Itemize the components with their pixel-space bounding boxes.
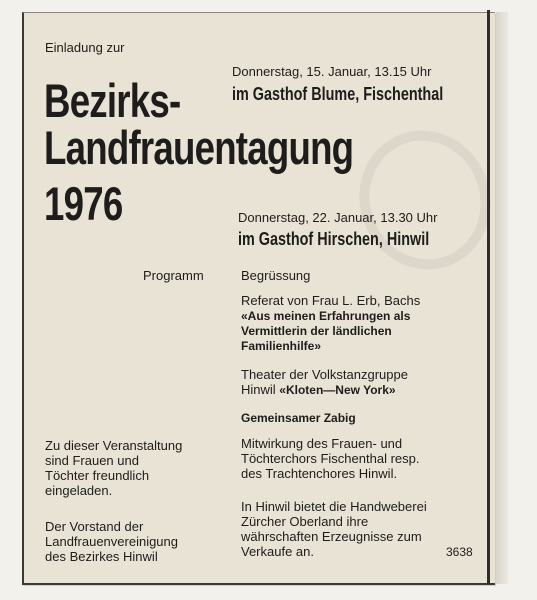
event2-venue: im Gasthof Hirschen, Hinwil	[238, 229, 430, 249]
theater-group-town: Hinwil	[241, 382, 280, 397]
invitation-note: Zu dieser Veranstaltung sind Frauen und Töchter freundlich eingeladen.	[45, 438, 183, 498]
program-item-theater-line2	[241, 382, 396, 398]
column-rule	[487, 10, 490, 584]
program-item-choir: Mitwirkung des Frauen- und Töchterchors Fischenthal resp. des Trachtenchores Hinwil.	[241, 436, 420, 481]
program-item-weaving: In Hinwil bietet die Handweberei Zürcher Oberland ihre währschaften Erzeugnisse zum Verkaufe an.	[241, 499, 427, 559]
program-item-talk-title: «Aus meinen Erfahrungen als Vermittlerin der ländlichen Familienhilfe»	[241, 309, 411, 353]
title-line-3: 1976	[44, 177, 123, 230]
program-label: Programm	[143, 268, 204, 283]
theater-play-title: «Kloten—New York»	[279, 383, 396, 397]
title-line-1: Bezirks-	[44, 74, 181, 127]
program-item-greeting: Begrüssung	[241, 268, 311, 283]
signature-block: Der Vorstand der Landfrauenvereinigung des Bezirkes Hinwil	[45, 519, 178, 564]
page-edge	[496, 12, 508, 584]
event2-date: Donnerstag, 22. Januar, 13.30 Uhr	[238, 210, 438, 225]
event1-date: Donnerstag, 15. Januar, 13.15 Uhr	[232, 64, 432, 79]
program-item-snack: Gemeinsamer Zabig	[241, 411, 356, 425]
title-line-2: Landfrauentagung	[44, 121, 354, 174]
invitation-text: Einladung zur	[45, 40, 125, 55]
program-item-theater-line1: Theater der Volkstanzgruppe	[241, 367, 408, 382]
program-item-talk-intro: Referat von Frau L. Erb, Bachs	[241, 293, 421, 308]
event1-venue: im Gasthof Blume, Fischenthal	[232, 84, 444, 104]
ad-number: 3638	[446, 545, 473, 559]
